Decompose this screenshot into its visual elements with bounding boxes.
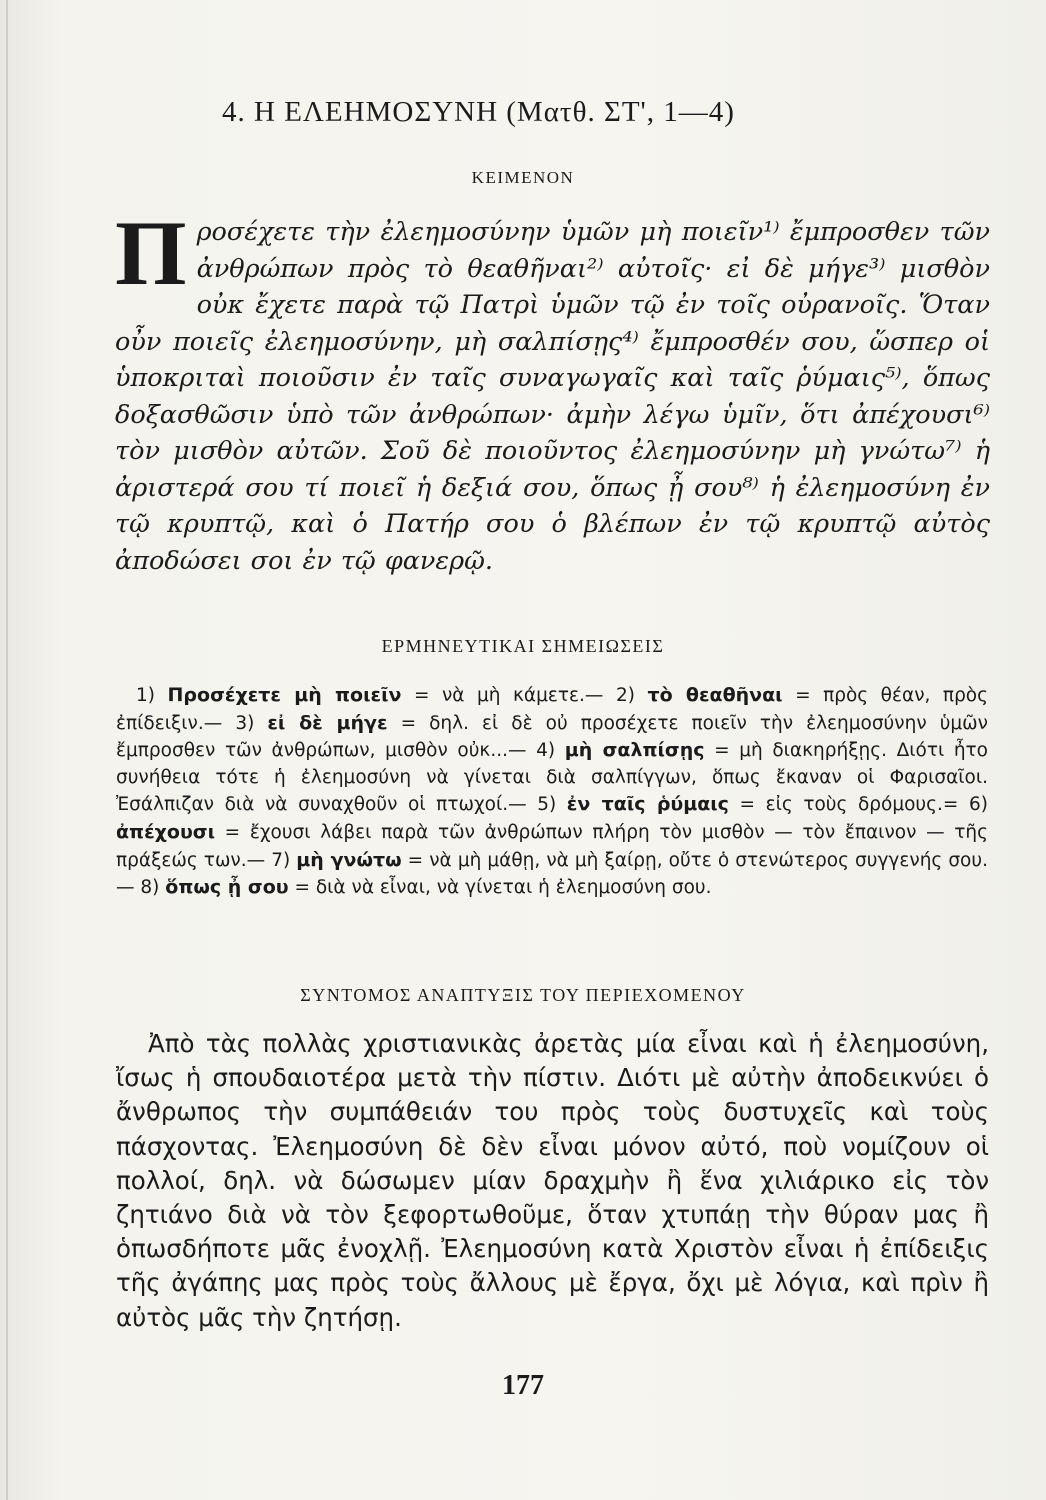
note-number: 2) <box>615 685 635 706</box>
note-text: = διὰ νὰ εἶναι, νὰ γίνεται ἡ ἐλεημοσύνη σου. <box>288 877 712 899</box>
drop-cap: Π <box>115 202 185 304</box>
notes-heading: ΕΡΜΗΝΕΥΤΙΚΑΙ ΣΗΜΕΙΩΣΕΙΣ <box>381 636 665 656</box>
note-text: = εἰς τοὺς δρόμους.= <box>728 794 969 816</box>
summary-paragraph: Ἀπὸ τὰς πολλὰς χριστιανικὰς ἀρετὰς μία εἶναι καὶ ἡ ἐλεημοσύνη, ἴσως ἡ σπουδαιοτέρα μετὰ τὴν πίστιν. Διότι μὲ αὐτὴν ἀποδεικνύει ὁ ἄνθρωπος τὴν συμπάθειάν του πρὸς τοὺς δυστυχεῖς καὶ τοὺς πάσχοντας. Ἐλεημοσύνη δὲ δὲν εἶναι μόνον αὐτό, ποὺ νομίζουν οἱ πολλοί, δηλ. νὰ δώσωμεν μίαν δραχμὴν ἢ ἕνα χιλιάρικο εἰς τὸν ζητιάνο διὰ νὰ τὸν ξεφορτωθοῦμε, ὅταν χτυπάῃ τὴν θύραν μας ἢ ὁπωσδήποτε μᾶς ἐνοχλῇ. Ἐλεημοσύνη κατὰ Χριστὸν εἶναι ἡ ἐπίδειξις τῆς ἀγάπης μας πρὸς τοὺς ἄλλους μὲ ἔργα, ὄχι μὲ λόγια, καὶ πρὶν ἢ αὐτὸς μᾶς τὴν ζητήσῃ. <box>116 1029 989 1332</box>
note-number: 8) <box>140 877 160 899</box>
note-number: 7) <box>271 849 291 871</box>
note-number: 5) <box>537 794 557 816</box>
note-text: = πρὸς θέαν, πρὸς ἐπίδειξιν.— <box>116 685 988 734</box>
scripture-body: ροσέχετε τὴν ἐλεημοσύνην ὑμῶν μὴ ποιεῖν¹⁾ ἔμπροσθεν τῶν ἀνθρώπων πρὸς τὸ θεαθῆναι²⁾ αὐτοῖς· εἰ δὲ μήγε³⁾ μισθὸν οὐκ ἔχετε παρὰ τῷ Πατρὶ ὑμῶν τῷ ἐν τοῖς οὐρανοῖς. Ὅταν οὖν ποιεῖς ἐλεημοσύνην, μὴ σαλπίσῃς⁴⁾ ἔμπροσθέν σου, ὥσπερ οἱ ὑποκριταὶ ποιοῦσιν ἐν ταῖς συναγωγαῖς καὶ ταῖς ῥύμαις⁵⁾, ὅπως δοξασθῶσιν ὑπὸ τῶν ἀνθρώπων· ἀμὴν λέγω ὑμῖν, ὅτι ἀπέχουσι⁶⁾ τὸν μισθὸν αὐτῶν. Σοῦ δὲ ποιοῦντος ἐλεημοσύνην μὴ γνώτω⁷⁾ ἡ ἀριστερά σου τί ποιεῖ ἡ δεξιά σου, ὅπως ᾖ σου⁸⁾ ἡ ἐλεημοσύνη ἐν τῷ κρυπτῷ, καὶ ὁ Πατήρ σου ὁ βλέπων ἐν τῷ κρυπτῷ αὐτὸς ἀποδώσει σοι ἐν τῷ φανερῷ. <box>115 217 990 576</box>
note-number: 6) <box>968 794 988 816</box>
note-term: ὅπως ᾖ σου <box>165 876 289 899</box>
note-text: = δηλ. εἰ δὲ οὐ προσέχετε ποιεῖν τὴν ἐλεημοσύνην ὑμῶν ἔμπροσθεν τῶν ἀνθρώπων, μισθὸν οὐκ...— <box>116 712 988 762</box>
note-number: 1) <box>136 685 155 706</box>
chapter-title: 4. Η ΕΛΕΗΜΟΣΥΝΗ (Ματθ. ΣΤ', 1—4) <box>222 96 735 128</box>
page-number: 177 <box>502 1370 544 1401</box>
note-term: εἰ δὲ μήγε <box>267 711 388 734</box>
note-term: ἐν ταῖς ῥύμαις <box>566 793 729 816</box>
note-text: = νὰ μὴ μάθῃ, νὰ μὴ ξαίρῃ, οὔτε ὁ στενώτερος συγγενής σου.— <box>116 849 988 899</box>
scripture-text <box>115 202 990 579</box>
note-term: ἀπέχουσι <box>116 820 215 843</box>
note-term: τὸ θεαθῆναι <box>647 684 783 706</box>
note-term: Προσέχετε μὴ ποιεῖν <box>167 684 402 706</box>
note-text: = μὴ διακηρήξῃς. Διότι ἦτο συνήθεια τότε ἡ ἐλεημοσύνη νὰ γίνεται διὰ σαλπίγγων, ὅπως ἔκαναν οἱ Φαρισαῖοι. Ἐσάλπιζαν διὰ νὰ συναχθοῦν οἱ πτωχοί.— <box>116 740 989 816</box>
notes-paragraph <box>116 682 988 902</box>
section-label-text: ΚΕΙΜΕΝΟΝ <box>471 168 575 187</box>
note-text: = νὰ μὴ κάμετε.— <box>401 685 616 706</box>
note-text: = ἔχουσι λάβει παρὰ τῶν ἀνθρώπων πλήρη τὸν μισθὸν — τὸν ἔπαινον — τῆς πράξεώς των.— <box>116 821 988 871</box>
note-number: 4) <box>536 740 556 762</box>
note-term: μὴ σαλπίσῃς <box>564 739 705 762</box>
summary-heading: ΣΥΝΤΟΜΟΣ ΑΝΑΠΤΥΞΙΣ ΤΟΥ ΠΕΡΙΕΧΟΜΕΝΟΥ <box>300 985 746 1005</box>
note-number: 3) <box>235 712 255 734</box>
note-term: μὴ γνώτω <box>296 848 402 871</box>
